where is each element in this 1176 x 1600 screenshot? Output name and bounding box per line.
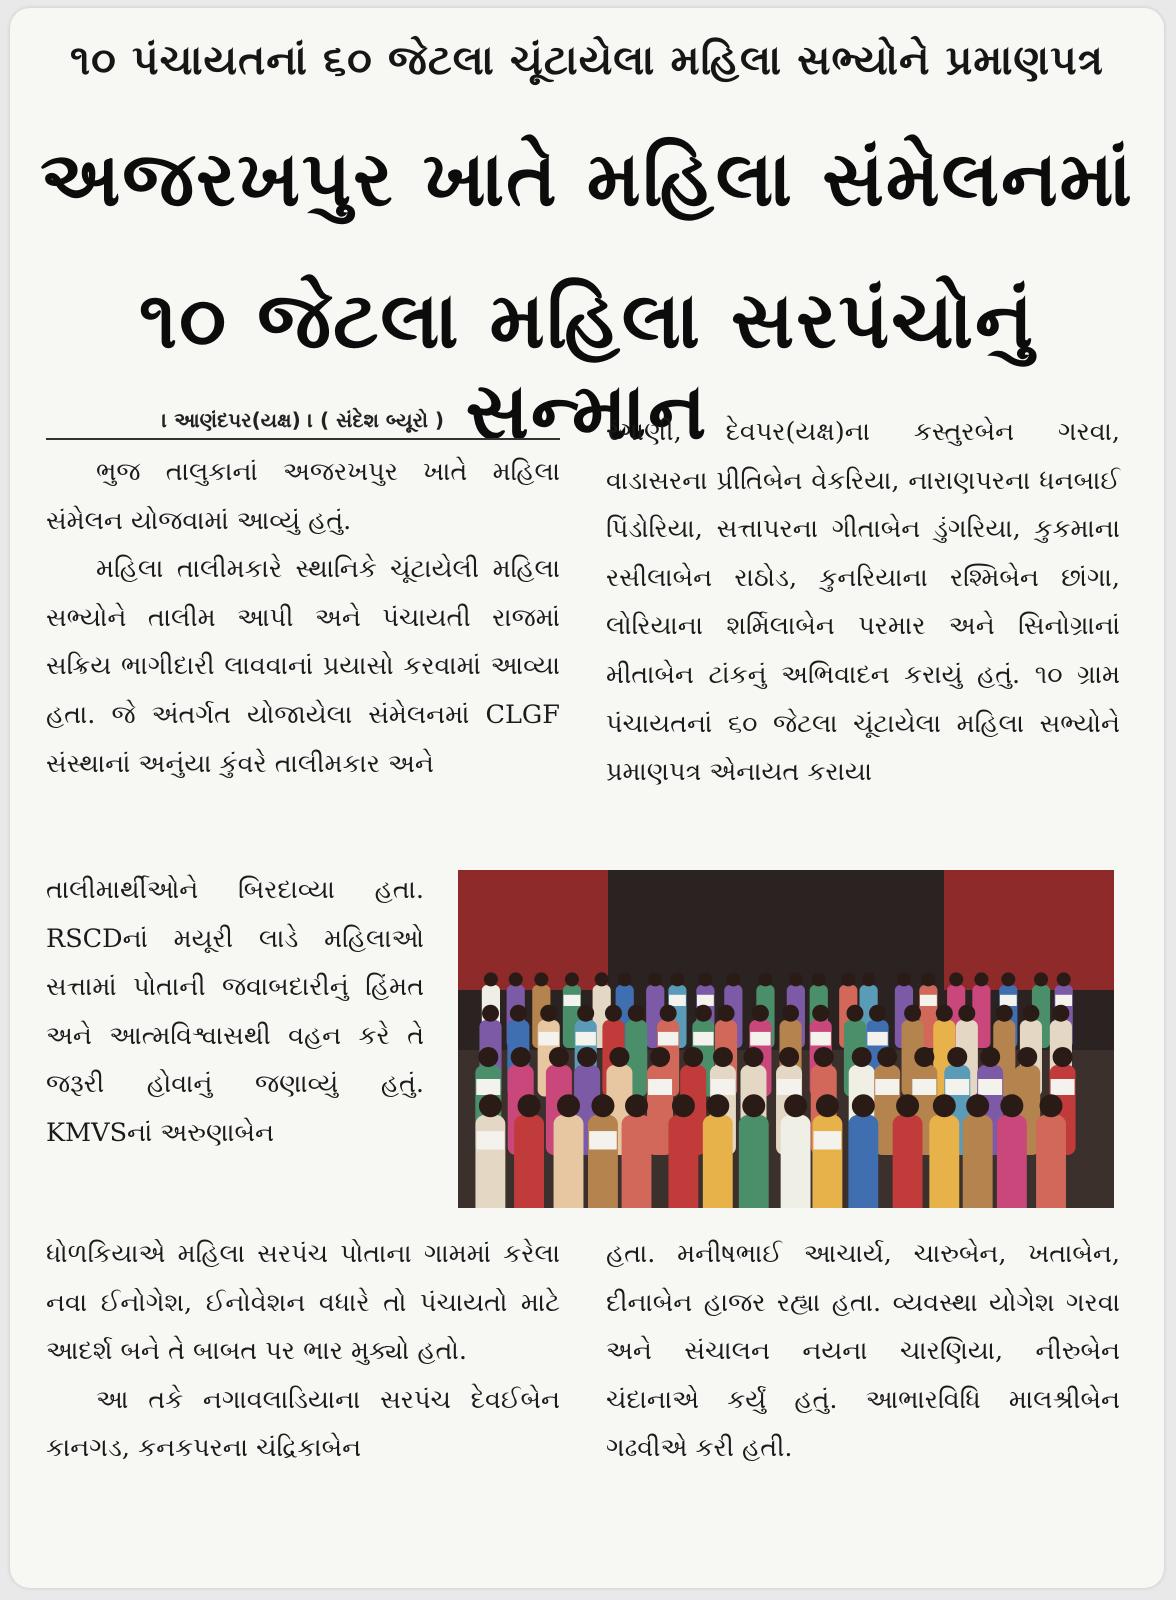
certificate [648, 1079, 672, 1095]
person-head [591, 1094, 614, 1117]
person-head [595, 972, 609, 986]
person-head [812, 1005, 829, 1022]
person-head [706, 1094, 729, 1117]
person-body [963, 1115, 993, 1208]
person-body [812, 1115, 842, 1208]
person-head [557, 1094, 580, 1117]
person-head [518, 1094, 541, 1117]
person-head [609, 1047, 629, 1067]
certificate [669, 995, 686, 1006]
person-head [1001, 972, 1015, 986]
person-head [1034, 972, 1048, 986]
dateline: । આણંદપર(યક્ષ) । ( સંદેશ બ્યૂરો ) [46, 408, 560, 440]
certificate [814, 1131, 842, 1149]
person-head [1052, 1005, 1069, 1022]
column-2-bottom [606, 1230, 1120, 1473]
certificate [945, 1079, 969, 1095]
person-head [897, 972, 911, 986]
person-head [869, 1005, 886, 1022]
certificate [1055, 995, 1072, 1006]
person-head [784, 1094, 807, 1117]
person-body [739, 1115, 769, 1208]
person-head [949, 972, 963, 986]
person-head [683, 1047, 703, 1067]
person-head [921, 972, 935, 986]
column-1-bottom [46, 1230, 560, 1473]
person-head [484, 972, 498, 986]
certificate [476, 1079, 500, 1095]
person-body [929, 1115, 959, 1208]
person-body [668, 1115, 698, 1208]
person-head [605, 1005, 622, 1022]
person-body [893, 1115, 923, 1208]
person-head [618, 972, 632, 986]
person-head [1053, 1047, 1073, 1067]
certificate [697, 995, 714, 1006]
certificate [477, 1131, 505, 1149]
person-body [781, 1115, 811, 1208]
person-head [648, 972, 662, 986]
person-head [1017, 1047, 1037, 1067]
person-head [966, 1094, 989, 1117]
certificate [589, 1131, 617, 1149]
certificate [575, 1032, 595, 1046]
person-body [997, 1115, 1027, 1208]
person-head [565, 972, 579, 986]
person-head [698, 972, 712, 986]
person-head [841, 972, 855, 986]
person-body [588, 1115, 618, 1208]
certificate [693, 1032, 713, 1046]
paragraph-training-part-2: તાલીમાર્થીઓને બિરદાવ્યા હતા. RSCDનાં મયૂરી લાડે મહિલાઓ સત્તામાં પોતાની જવાબદારીનું હિંમત અને આત્મવિશ્વાસથી વહન કરે તે જરૂરી હોવાનું જણાવ્યું હતું. KMVSનાં અરુણાબેન [46, 875, 424, 1148]
certificate [920, 995, 937, 1006]
certificate [867, 1032, 887, 1046]
crowd-illustration [458, 870, 1114, 1208]
paragraph-training-part-1: મહિલા તાલીમકારે સ્થાનિકે ચૂંટાયેલી મહિલા સભ્યોને તાલીમ આપી અને પંચાયતી રાજમાં સક્રિય ભાગીદારી લાવવાનાં પ્રયાસો કરવામાં આવ્યા હતા. જે અંતર્ગત યોજાયેલા સંમેલનમાં CLGF સંસ્થાનાં અનુંયા કુંવરે તાલીમકાર અને [46, 554, 560, 779]
person-body [1036, 1115, 1066, 1208]
person-head [660, 1005, 677, 1022]
person-head [782, 1005, 799, 1022]
paragraph-intro: ભુજ તાલુકાનાં અજરખપુર ખાતે મહિલા સંમેલન યોજવામાં આવ્યું હતું. [46, 457, 560, 536]
person-body [514, 1115, 544, 1208]
headline-line-2: ૧૦ જેટલા મહિલા સરપંચોનું સન્માન [138, 276, 1036, 457]
person-head [814, 1047, 834, 1067]
person-body [554, 1115, 584, 1208]
headline-line-1: અજરખપુર ખાતે મહિલા સંમેલનમાં [40, 134, 1134, 223]
certificate [912, 1079, 936, 1095]
person-head [549, 1047, 569, 1067]
person-head [1057, 972, 1071, 986]
person-head [650, 1047, 670, 1067]
certificate [810, 1032, 830, 1046]
person-head [713, 1047, 733, 1067]
column-1-top [46, 448, 560, 788]
person-head [672, 1094, 695, 1117]
person-head [718, 1005, 735, 1022]
person-head [852, 1094, 875, 1117]
person-head [877, 1047, 897, 1067]
person-head [577, 1005, 594, 1022]
person-head [625, 1094, 648, 1117]
person-head [980, 1047, 1000, 1067]
person-head [577, 1047, 597, 1067]
certificate [777, 1079, 801, 1095]
person-head [862, 972, 876, 986]
person-head [904, 1005, 921, 1022]
certificate [1051, 1079, 1075, 1095]
column-1-beside-photo [46, 866, 424, 1158]
paragraph-closing: હતા. મનીષભાઈ આચાર્ય, ચારુબેન, ખતાબેન, દીનાબેન હાજર રહ્યા હતા. વ્યવસ્થા યોગેશ ગરવા અને સંચાલન નયના ચારણિયા, નીરુબેન ચંદાનાએ કર્યું હતું. આભારવિધિ માલશ્રીબેન ગઢવીએ કરી હતી. [606, 1239, 1120, 1464]
newspaper-clipping [10, 8, 1164, 1588]
person-head [478, 1047, 498, 1067]
person-head [758, 972, 772, 986]
certificate [564, 995, 581, 1006]
kicker-headline: ૧૦ પંચાયતનાં ૬૦ જેટલા ચૂંટાયેલા મહિલા સભ્યોને પ્રમાણપત્ર [70, 36, 1104, 84]
person-head [779, 1047, 799, 1067]
person-head [726, 972, 740, 986]
person-body [703, 1115, 733, 1208]
person-head [510, 1005, 527, 1022]
certificate [875, 1079, 899, 1095]
person-head [752, 1005, 769, 1022]
person-head [933, 1094, 956, 1117]
person-head [846, 1005, 863, 1022]
person-head [695, 1005, 712, 1022]
person-head [670, 972, 684, 986]
certificate [750, 1032, 770, 1046]
person-head [914, 1047, 934, 1067]
person-head [974, 972, 988, 986]
paragraph-honorees-list: રંગાણી, દેવપર(યક્ષ)ના કસ્તુરબેન ગરવા, વાડાસરના પ્રીતિબેન વેકરિયા, નારાણપરના ધનબાઈ પિંડોરિયા, સત્તાપરના ગીતાબેન ડુંગરિયા, કુકમાના રસીલાબેન રાઠોડ, કુનરિયાના રશ્મિબેન છાંગા, લોરિયાના શર્મિલાબેન પરમાર અને સિનોગ્રાનાં મીતાબેન ટાંકનું અભિવાદન કરાયું હતું. ૧૦ ગ્રામ પંચાયતનાં ૬૦ જેટલા ચૂંટાયેલા મહિલા સભ્યોને પ્રમાણપત્ર એનાયત કરાયા [606, 417, 1120, 788]
person-body [848, 1115, 878, 1208]
person-head [852, 1047, 872, 1067]
column-2-top [606, 408, 1120, 797]
person-head [936, 1005, 953, 1022]
person-head [896, 1094, 919, 1117]
person-head [1000, 1094, 1023, 1117]
person-head [742, 1094, 765, 1117]
person-head [816, 1094, 839, 1117]
group-photo [458, 870, 1114, 1208]
person-head [509, 972, 523, 986]
person-head [812, 972, 826, 986]
person-head [789, 972, 803, 986]
person-head [996, 1005, 1013, 1022]
certificate [978, 1079, 1002, 1095]
person-body [622, 1115, 652, 1208]
certificate [1000, 995, 1017, 1006]
person-head [511, 1047, 531, 1067]
person-head [743, 1047, 763, 1067]
paragraph-honorees-start: આ તકે નગાવલાડિયાના સરપંચ દેવઈબેન કાનગડ, કનકપરના ચંદ્રિકાબેન [46, 1384, 560, 1464]
person-head [534, 972, 548, 986]
certificate [658, 1032, 678, 1046]
person-head [540, 1005, 557, 1022]
paragraph-training-part-3: ધોળકિયાએ મહિલા સરપંચ પોતાના ગામમાં કરેલા નવા ઈનોગેશ, ઈનોવેશન વધારે તો પંચાયતો માટે આદર્શ બને તે બાબત પર ભાર મુક્યો હતો. [46, 1239, 560, 1367]
person-head [1022, 1005, 1039, 1022]
certificate [711, 1079, 735, 1095]
person-head [1040, 1094, 1063, 1117]
person-head [628, 1005, 645, 1022]
certificate [539, 1032, 559, 1046]
person-head [958, 1005, 975, 1022]
person-head [947, 1047, 967, 1067]
person-body [475, 1115, 505, 1208]
person-head [479, 1094, 502, 1117]
person-head [482, 1005, 499, 1022]
